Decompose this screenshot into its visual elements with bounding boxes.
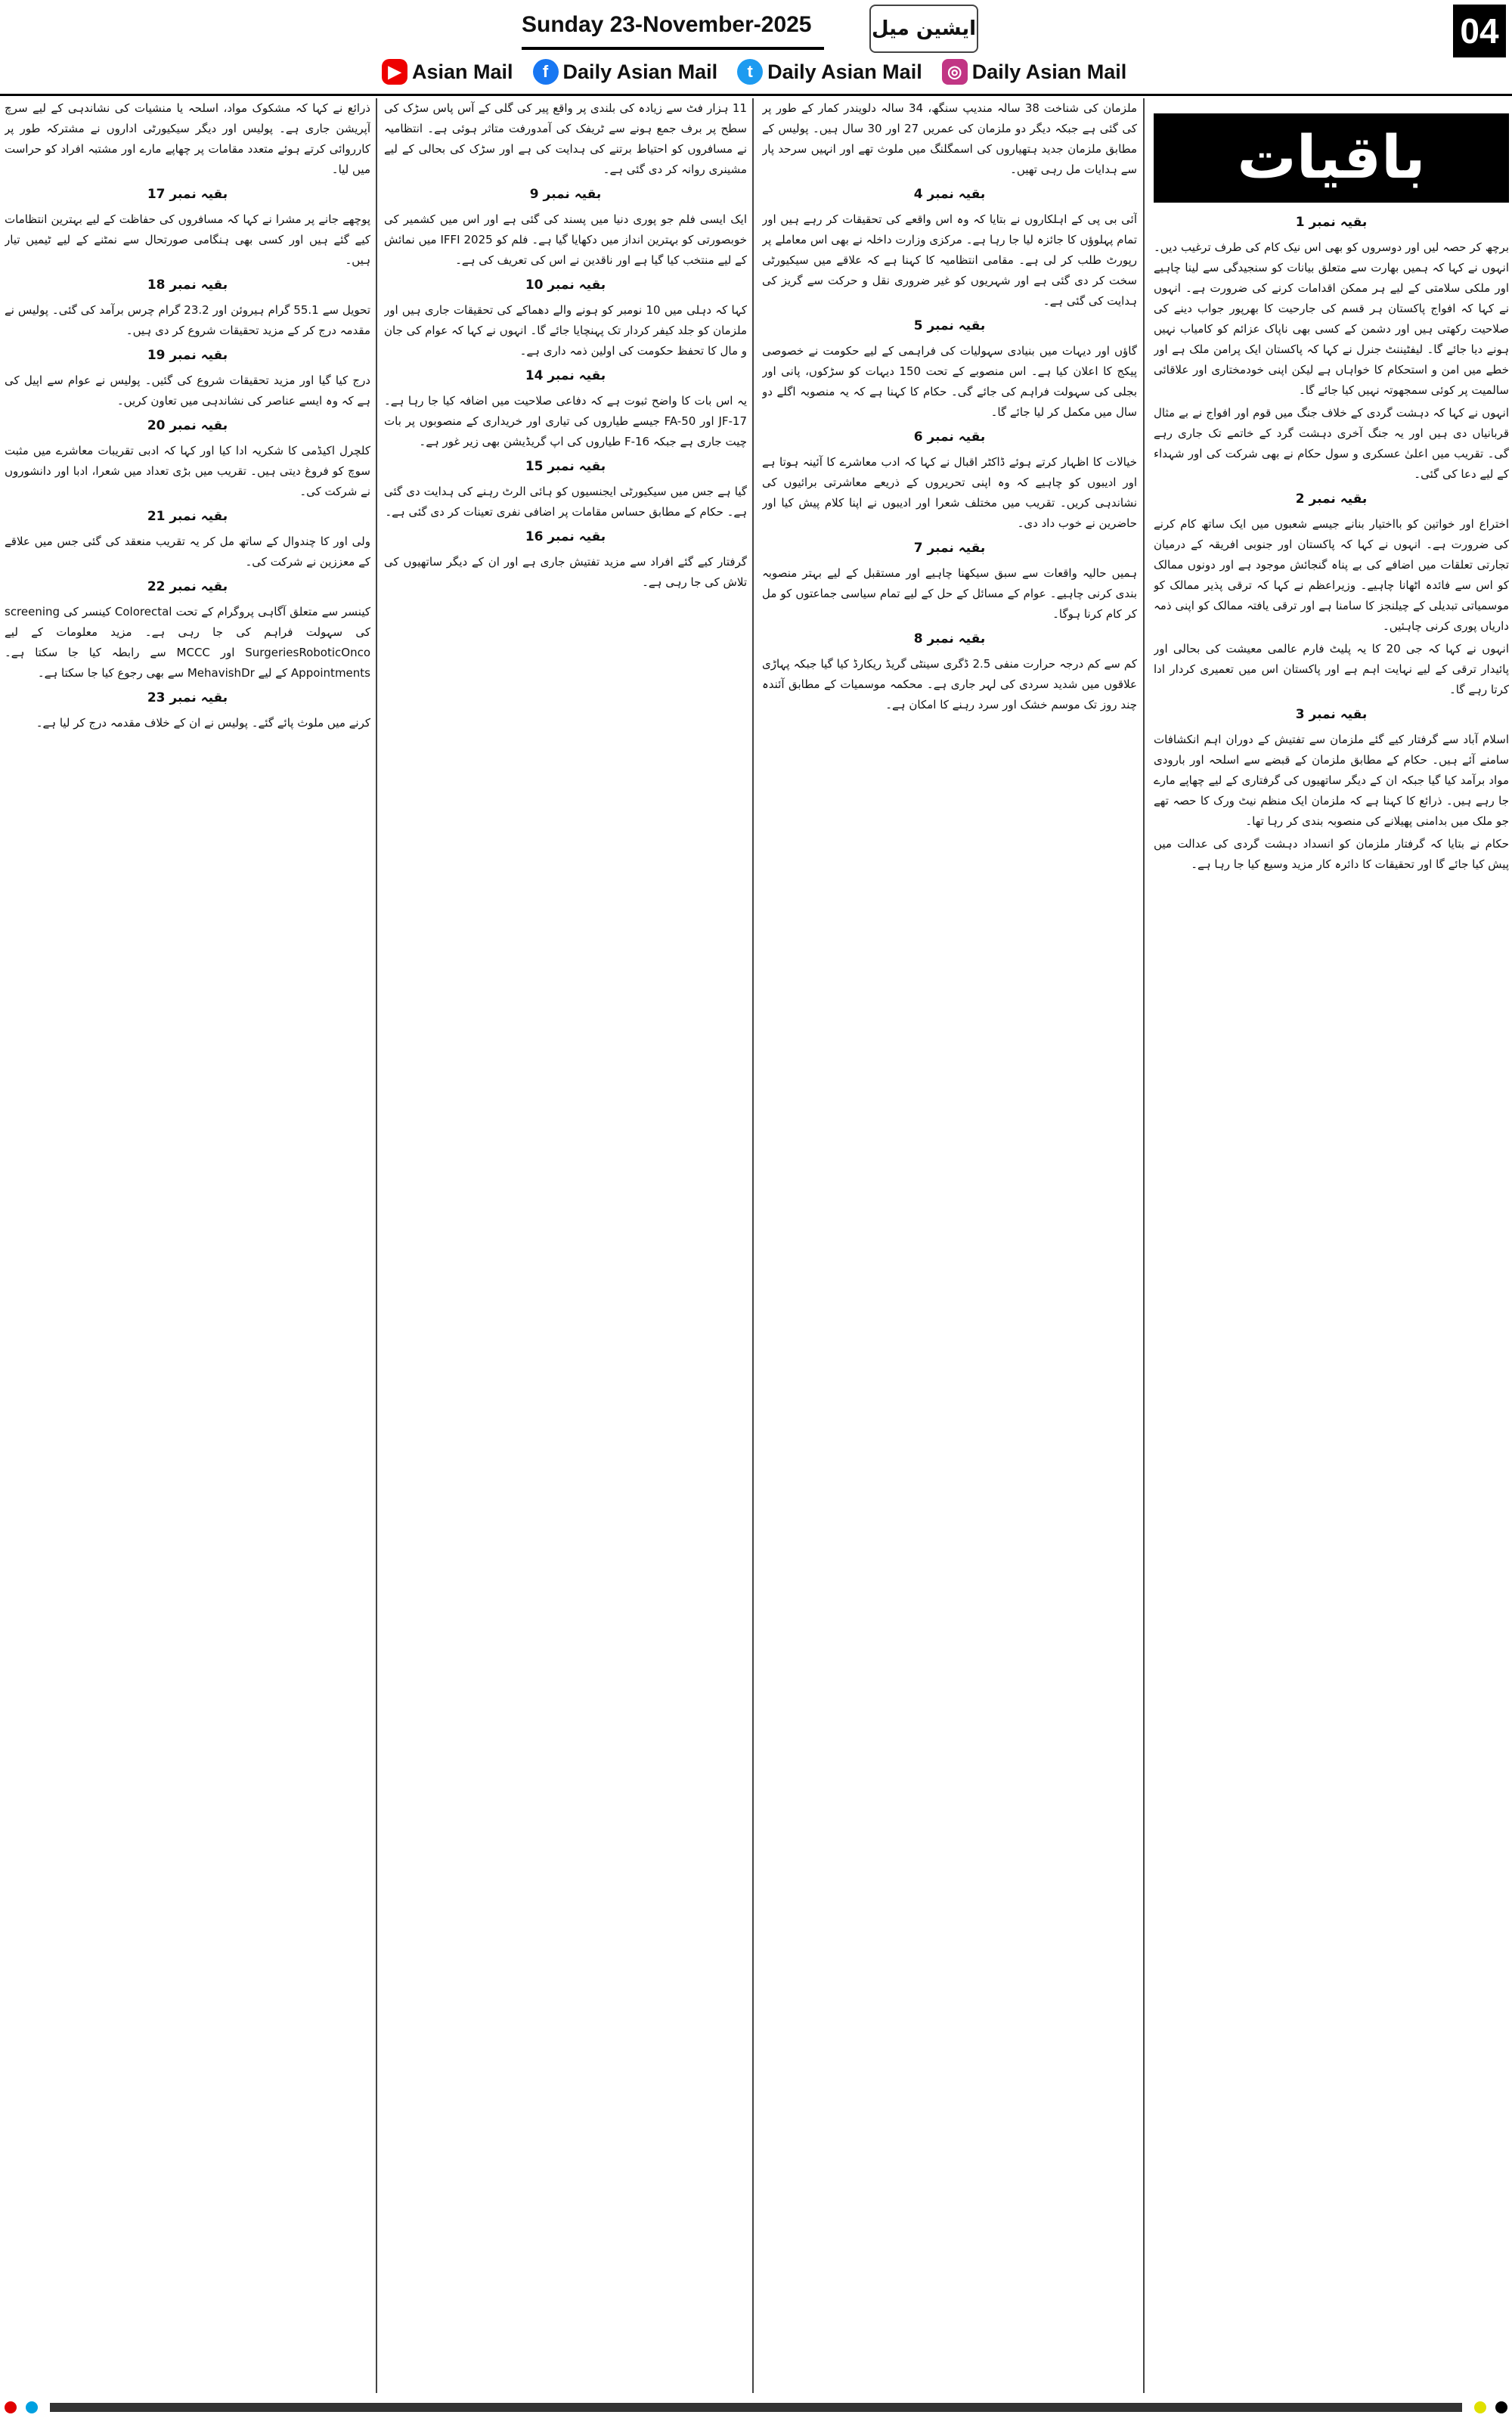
article-paragraph: حکام نے بتایا کہ گرفتار ملزمان کو انسداد دہشت گردی کی عدالت میں پیش کیا جائے گا اور تحقیقات کا دائرہ کار مزید وسیع کیا جا رہا ہے۔ <box>1154 837 1509 871</box>
article-paragraph: انہوں نے کہا کہ دہشت گردی کے خلاف جنگ میں قوم اور افواج نے بے مثال قربانیاں دی ہیں اور یہ جنگ آخری دہشت گرد کے خاتمے تک جاری رہے گی۔ تقریب میں اعلیٰ عسکری و سول حکام نے بھی شرکت کی اور شہداء کے لیے دعا کی گئی۔ <box>1154 406 1509 481</box>
newspaper-logo: ایشین میل <box>869 5 978 53</box>
masthead <box>0 0 1512 95</box>
article-paragraph: کرنے میں ملوث پائے گئے۔ پولیس نے ان کے خلاف مقدمہ درج کر لیا ہے۔ <box>36 716 370 730</box>
article-paragraph: ولی اور کا چندوال کے ساتھ مل کر یہ تقریب منعقد کی گئی جس میں علاقے کے معززین نے شرکت کی۔ <box>5 535 370 569</box>
article-paragraph: کم سے کم درجہ حرارت منفی 2.5 ڈگری سینٹی گریڈ ریکارڈ کیا گیا جبکہ پہاڑی علاقوں میں شدید سردی کی لہر جاری ہے۔ محکمہ موسمیات کے مطابق آئندہ چند روز تک موسم خشک اور سرد رہنے کا امکان ہے۔ <box>762 657 1137 711</box>
article-paragraph: گرفتار کیے گئے افراد سے مزید تفتیش جاری ہے اور ان کے دیگر ساتھیوں کی تلاش کی جا رہی ہے۔ <box>384 555 747 589</box>
column-4 <box>5 98 370 2393</box>
date-underline <box>522 47 824 50</box>
social-links <box>382 59 1126 85</box>
instagram-icon: ◎ <box>942 59 968 85</box>
article-paragraph: کہا کہ دہلی میں 10 نومبر کو ہونے والے دھماکے کی تحقیقات جاری ہیں اور ملزمان کو جلد کیفر کردار تک پہنچایا جائے گا۔ انہوں نے کہا کہ عوام کی جان و مال کا تحفظ حکومت کی اولین ذمہ داری ہے۔ <box>384 303 747 358</box>
continuation-heading: بقیہ نمبر 22 <box>147 579 228 594</box>
column-3 <box>384 98 747 2393</box>
column-1 <box>1154 208 1509 2393</box>
continuation-heading: بقیہ نمبر 19 <box>147 348 228 363</box>
continuation-heading: بقیہ نمبر 9 <box>529 187 602 202</box>
continuation-heading: بقیہ نمبر 5 <box>913 318 986 333</box>
continuation-heading: بقیہ نمبر 21 <box>147 509 228 524</box>
print-footer <box>0 2398 1512 2416</box>
header-rule <box>0 94 1512 96</box>
column-divider <box>752 98 754 2393</box>
column-2 <box>762 98 1137 2393</box>
facebook-icon: f <box>533 59 559 85</box>
social-label: Asian Mail <box>412 60 513 83</box>
continuation-heading: بقیہ نمبر 17 <box>147 187 228 202</box>
registration-mark <box>1495 2401 1507 2413</box>
article-paragraph: ایک ایسی فلم جو پوری دنیا میں پسند کی گئی ہے اور اس میں کشمیر کی خوبصورتی کو بہترین انداز میں دکھایا گیا ہے۔ فلم کو 2025 IFFI میں نمائش کے لیے منتخب کیا گیا ہے اور ناقدین نے اس کی تعریف کی ہے۔ <box>384 212 747 267</box>
social-label: Daily Asian Mail <box>971 60 1127 83</box>
article-paragraph: برچھ کر حصہ لیں اور دوسروں کو بھی اس نیک کام کی طرف ترغیب دیں۔ انہوں نے کہا کہ ہمیں بھارت سے متعلق بیانات کو سنجیدگی سے لینا چاہیے اور ملکی سلامتی کے لیے ہر ممکن اقدامات کرنے کی ضرورت ہے۔ انہوں نے کہا کہ افواج پاکستان ہر قسم کی جارحیت کا بھرپور جواب دینے کی صلاحیت رکھتی ہیں اور دشمن کے کسی بھی ناپاک عزائم کو کامیاب نہیں ہونے دیا جائے گا۔ لیفٹیننٹ جنرل نے کہا کہ پاکستان ایک پرامن ملک ہے اور خطے میں امن و استحکام کا خواہاں ہے لیکن اپنی خودمختاری اور علاقائی سالمیت پر کوئی سمجھوتہ نہیں کیا جائے گا۔ <box>1154 240 1509 397</box>
article-paragraph: یہ اس بات کا واضح ثبوت ہے کہ دفاعی صلاحیت میں اضافہ کیا جا رہا ہے۔ JF-17 اور FA-50 جیسے طیاروں کی تیاری اور خریداری کے منصوبوں پر بات چیت جاری ہے جبکہ F-16 طیاروں کی اپ گریڈیشن بھی زیر غور ہے۔ <box>384 394 747 448</box>
color-bar <box>50 2403 1462 2412</box>
article-paragraph: کلچرل اکیڈمی کا شکریہ ادا کیا اور کہا کہ ادبی تقریبات معاشرے میں مثبت سوچ کو فروغ دیتی ہیں۔ تقریب میں بڑی تعداد میں شعرا، ادبا اور دانشوروں نے شرکت کی۔ <box>5 444 370 498</box>
article-paragraph: درج کیا گیا اور مزید تحقیقات شروع کی گئیں۔ پولیس نے عوام سے اپیل کی ہے کہ وہ ایسے عناصر کی نشاندہی میں تعاون کریں۔ <box>5 374 370 408</box>
article-paragraph: آئی بی پی کے اہلکاروں نے بتایا کہ وہ اس واقعے کی تحقیقات کر رہے ہیں اور تمام پہلوؤں کا جائزہ لیا جا رہا ہے۔ مرکزی وزارت داخلہ نے بھی اس معاملے پر رپورٹ طلب کر لی ہے۔ مقامی انتظامیہ کا کہنا ہے کہ علاقے میں سیکیورٹی سخت کر دی گئی ہے اور شہریوں کو غیر ضروری نقل و حرکت سے گریز کی ہدایت کی گئی ہے۔ <box>762 212 1137 308</box>
article-paragraph: کینسر سے متعلق آگاہی پروگرام کے تحت Colorectal کینسر کی screening کی سہولت فراہم کی جا رہی ہے۔ مزید معلومات کے لیے SurgeriesRoboticOnco اور MCCC سے رابطہ کیا جا سکتا ہے۔ Appointments کے لیے MehavishDr سے بھی رجوع کیا جا سکتا ہے۔ <box>5 605 370 680</box>
twitter-icon: t <box>737 59 763 85</box>
registration-mark <box>26 2401 38 2413</box>
article-paragraph: اختراع اور خواتین کو بااختیار بنانے جیسے شعبوں میں ایک ساتھ کام کرنے کی ضرورت ہے۔ انہوں نے کہا کہ پاکستان اور جنوبی افریقہ کے درمیان تجارتی تعلقات میں اضافے کی بے پناہ گنجائش موجود ہے اور دونوں ممالک کو اس سے فائدہ اٹھانا چاہیے۔ وزیراعظم نے کہا کہ ترقی پذیر ممالک کو موسمیاتی تبدیلی کے چیلنجز کا سامنا ہے اور ترقی یافتہ ممالک کو اپنی ذمہ داریاں پوری کرنی چاہئیں۔ <box>1154 517 1509 633</box>
continuation-heading: بقیہ نمبر 20 <box>147 418 228 433</box>
article-paragraph: گاؤں اور دیہات میں بنیادی سہولیات کی فراہمی کے لیے حکومت نے خصوصی پیکج کا اعلان کیا ہے۔ اس منصوبے کے تحت 150 دیہات کو سڑکوں، پانی اور بجلی کی سہولت فراہم کی جائے گی۔ حکام کا کہنا ہے کہ یہ منصوبہ اگلے دو سال میں مکمل کر لیا جائے گا۔ <box>762 344 1137 419</box>
section-banner: باقیات <box>1154 113 1509 203</box>
continuation-heading: بقیہ نمبر 14 <box>525 368 606 383</box>
continuation-heading: بقیہ نمبر 10 <box>525 277 606 293</box>
article-paragraph: خیالات کا اظہار کرتے ہوئے ڈاکٹر اقبال نے کہا کہ ادب معاشرے کا آئینہ ہوتا ہے اور ادیبوں کو چاہیے کہ وہ اپنی تحریروں کے ذریعے معاشرتی برائیوں کی نشاندہی کریں۔ تقریب میں مختلف شعرا اور ادیبوں نے اپنا کلام پیش کیا اور حاضرین نے خوب داد دی۔ <box>762 455 1137 530</box>
article-paragraph: ذرائع نے کہا کہ مشکوک مواد، اسلحہ یا منشیات کی نشاندہی کے لیے سرچ آپریشن جاری ہے۔ پولیس اور دیگر سیکیورٹی اداروں نے مشترکہ طور پر کارروائی کرتے ہوئے متعدد مقامات پر چھاپے مارے اور مشتبہ افراد کو حراست میں لیا۔ <box>5 101 370 176</box>
article-paragraph: پوچھے جانے پر مشرا نے کہا کہ مسافروں کی حفاظت کے لیے بہترین انتظامات کیے گئے ہیں اور کسی بھی ہنگامی صورتحال سے نمٹنے کے لیے ٹیمیں تیار ہیں۔ <box>5 212 370 267</box>
continuation-heading: بقیہ نمبر 3 <box>1295 707 1368 722</box>
issue-date: Sunday 23-November-2025 <box>522 12 812 37</box>
article-paragraph: انہوں نے کہا کہ جی 20 کا یہ پلیٹ فارم عالمی معیشت کی بحالی اور پائیدار ترقی کے لیے نہایت اہم ہے اور پاکستان اس میں تعمیری کردار ادا کرتا رہے گا۔ <box>1154 642 1509 696</box>
column-divider <box>376 98 377 2393</box>
continuation-heading: بقیہ نمبر 23 <box>147 690 228 705</box>
registration-mark <box>1474 2401 1486 2413</box>
continuation-heading: بقیہ نمبر 4 <box>913 187 986 202</box>
continuation-heading: بقیہ نمبر 15 <box>525 459 606 474</box>
article-paragraph: گیا ہے جس میں سیکیورٹی ایجنسیوں کو ہائی الرٹ رہنے کی ہدایت دی گئی ہے۔ حکام کے مطابق حساس مقامات پر اضافی نفری تعینات کر دی گئی ہے۔ <box>384 485 747 519</box>
social-twitter[interactable] <box>737 59 922 85</box>
article-paragraph: ہمیں حالیہ واقعات سے سبق سیکھنا چاہیے اور مستقبل کے لیے بہتر منصوبہ بندی کرنی چاہیے۔ عوام کے مسائل کے حل کے لیے تمام سیاسی جماعتوں کو مل کر کام کرنا ہوگا۔ <box>762 566 1137 621</box>
article-paragraph: تحویل سے 55.1 گرام ہیروئن اور 23.2 گرام چرس برآمد کی گئی۔ پولیس نے مقدمہ درج کر کے مزید تحقیقات شروع کر دی ہیں۔ <box>5 303 370 337</box>
continuation-heading: بقیہ نمبر 6 <box>913 429 986 445</box>
article-paragraph: اسلام آباد سے گرفتار کیے گئے ملزمان سے تفتیش کے دوران اہم انکشافات سامنے آئے ہیں۔ حکام کے مطابق ملزمان کے قبضے سے اسلحہ اور بارودی مواد برآمد کیا گیا جبکہ ان کے دیگر ساتھیوں کی گرفتاری کے لیے چھاپے مارے جا رہے ہیں۔ ذرائع کا کہنا ہے کہ ملزمان ایک منظم نیٹ ورک کا حصہ تھے جو ملک میں بدامنی پھیلانے کی منصوبہ بندی کر رہا تھا۔ <box>1154 733 1509 828</box>
article-paragraph: 11 ہزار فٹ سے زیادہ کی بلندی پر واقع پیر کی گلی کے آس پاس سڑک کی سطح پر برف جمع ہونے سے ٹریفک کی آمدورفت متاثر ہوئی ہے۔ انتظامیہ نے مسافروں کو احتیاط برتنے کی ہدایت کی ہے اور سڑک کی بحالی کے لیے مشینری روانہ کر دی گئی ہے۔ <box>384 101 747 176</box>
social-youtube[interactable] <box>382 59 513 85</box>
social-label: Daily Asian Mail <box>767 60 922 83</box>
article-paragraph: ملزمان کی شناخت 38 سالہ مندیپ سنگھ، 34 سالہ دلویندر کمار کے طور پر کی گئی ہے جبکہ دیگر دو ملزمان کی عمریں 27 اور 30 سال ہیں۔ پولیس کے مطابق ملزمان جدید ہتھیاروں کی اسمگلنگ میں ملوث تھے اور انہیں سرحد پار سے ہدایات مل رہی تھیں۔ <box>762 101 1137 176</box>
continuation-heading: بقیہ نمبر 1 <box>1295 215 1368 230</box>
youtube-icon: ▶ <box>382 59 407 85</box>
continuation-heading: بقیہ نمبر 18 <box>147 277 228 293</box>
social-label: Daily Asian Mail <box>562 60 718 83</box>
continuation-heading: بقیہ نمبر 2 <box>1295 491 1368 507</box>
registration-mark <box>5 2401 17 2413</box>
continuation-heading: بقیہ نمبر 7 <box>913 541 986 556</box>
continuation-heading: بقیہ نمبر 8 <box>913 631 986 646</box>
continuation-heading: بقیہ نمبر 16 <box>525 529 606 544</box>
social-facebook[interactable] <box>533 59 718 85</box>
column-divider <box>1143 98 1145 2393</box>
page-number: 04 <box>1453 5 1506 57</box>
social-instagram[interactable] <box>942 59 1127 85</box>
